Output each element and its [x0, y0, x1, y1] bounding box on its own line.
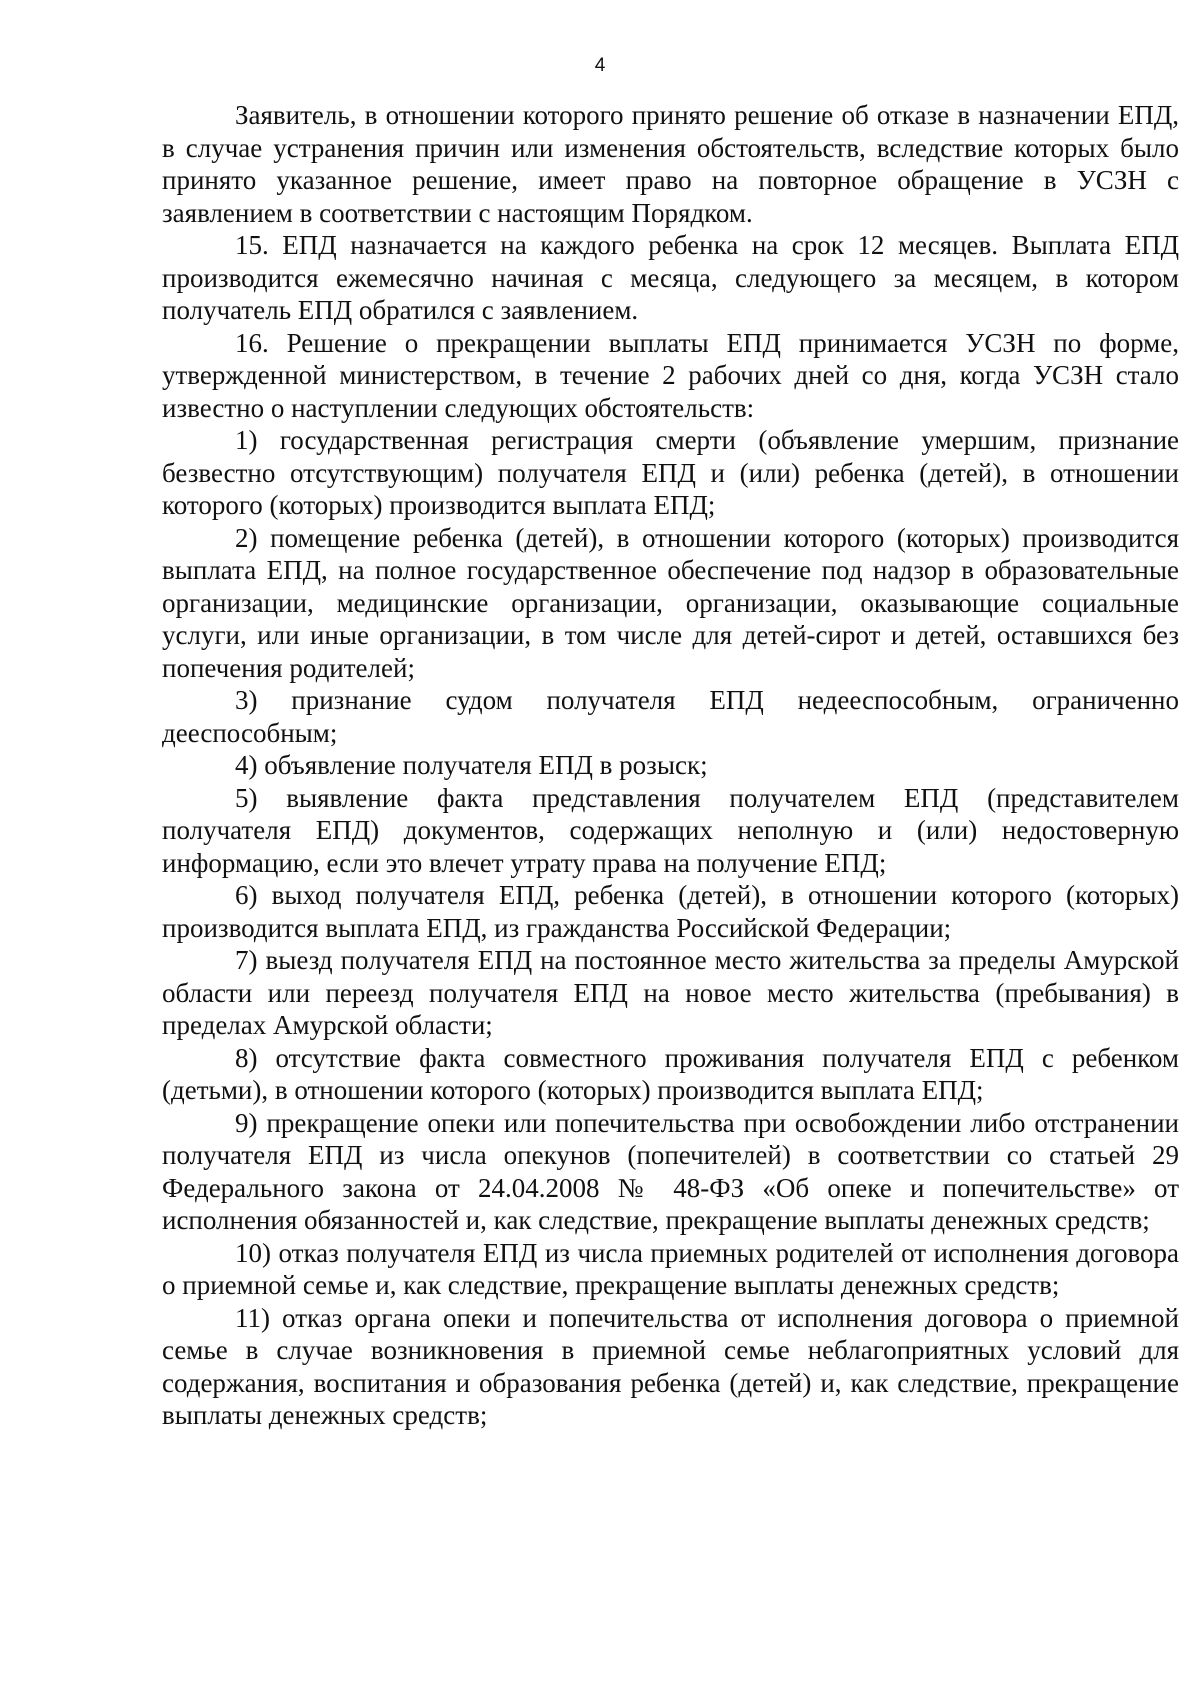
paragraph-15-payment-term: 15. ЕПД назначается на каждого ребенка на срок 12 месяцев. Выплата ЕПД производится ежемесячно начиная с месяца, следующего за месяцем, в котором получатель ЕПД обратился с заявлением.: [162, 230, 1179, 325]
list-item-8-no-cohabitation: 8) отсутствие факта совместного проживания получателя ЕПД с ребенком (детьми), в отношении которого (которых) производится выплата ЕПД;: [162, 1042, 1179, 1105]
list-item-7-relocation: 7) выезд получателя ЕПД на постоянное место жительства за пределы Амурской области или переезд получателя ЕПД на новое место жительства (пребывания) в пределах Амурской области;: [162, 945, 1179, 1040]
page-number: 4: [594, 55, 606, 76]
list-item-1-death-registration: 1) государственная регистрация смерти (объявление умершим, признание безвестно отсутствующим) получателя ЕПД и (или) ребенка (детей), в отношении которого (которых) производится выплата ЕПД;: [162, 425, 1179, 520]
list-item-6-citizenship-exit: 6) выход получателя ЕПД, ребенка (детей), в отношении которого (которых) производится выплата ЕПД, из гражданства Российской Федерации;: [162, 880, 1179, 943]
list-item-2-state-care-placement: 2) помещение ребенка (детей), в отношении которого (которых) производится выплата ЕПД, на полное государственное обеспечение под надзор в образовательные организации, медицинские организации, организации, оказывающие социальные услуги, или иные организации, в том числе для детей-сирот и детей, оставшихся без попечения родителей;: [162, 522, 1179, 683]
paragraph-16-termination-decision: 16. Решение о прекращении выплаты ЕПД принимается УСЗН по форме, утвержденной министерством, в течение 2 рабочих дней со дня, когда УСЗН стало известно о наступлении следующих обстоятельств:: [162, 327, 1179, 423]
list-item-5-false-documents: 5) выявление факта представления получателем ЕПД (представителем получателя ЕПД) документов, содержащих неполную и (или) недостоверную информацию, если это влечет утрату права на получение ЕПД;: [162, 782, 1179, 878]
list-item-9-guardianship-termination: 9) прекращение опеки или попечительства при освобождении либо отстранении получателя ЕПД из числа опекунов (попечителей) в соответствии со статьей 29 Федерального закона от 24.04.2008 № 48-ФЗ «Об опеке и попечительстве» от исполнения обязанностей и, как следствие, прекращение выплаты денежных средств;: [162, 1107, 1179, 1235]
paragraph-applicant-reapply: Заявитель, в отношении которого принято решение об отказе в назначении ЕПД, в случае устранения причин или изменения обстоятельств, вследствие которых было принято указанное решение, имеет право на повторное обращение в УСЗН с заявлением в соответствии с настоящим Порядком.: [162, 100, 1179, 228]
list-item-11-guardianship-authority-refusal: 11) отказ органа опеки и попечительства от исполнения договора о приемной семье в случае возникновения в приемной семье неблагоприятных условий для содержания, воспитания и образования ребенка (детей) и, как следствие, прекращение выплаты денежных средств;: [162, 1302, 1179, 1430]
list-item-4-wanted-list: 4) объявление получателя ЕПД в розыск;: [235, 750, 708, 780]
document-body: [162, 99, 1179, 1432]
list-item-3-incapacity: 3) признание судом получателя ЕПД недееспособным, ограниченно дееспособным;: [162, 685, 1179, 748]
list-item-10-foster-parent-refusal: 10) отказ получателя ЕПД из числа приемных родителей от исполнения договора о приемной семье и, как следствие, прекращение выплаты денежных средств;: [162, 1237, 1179, 1300]
